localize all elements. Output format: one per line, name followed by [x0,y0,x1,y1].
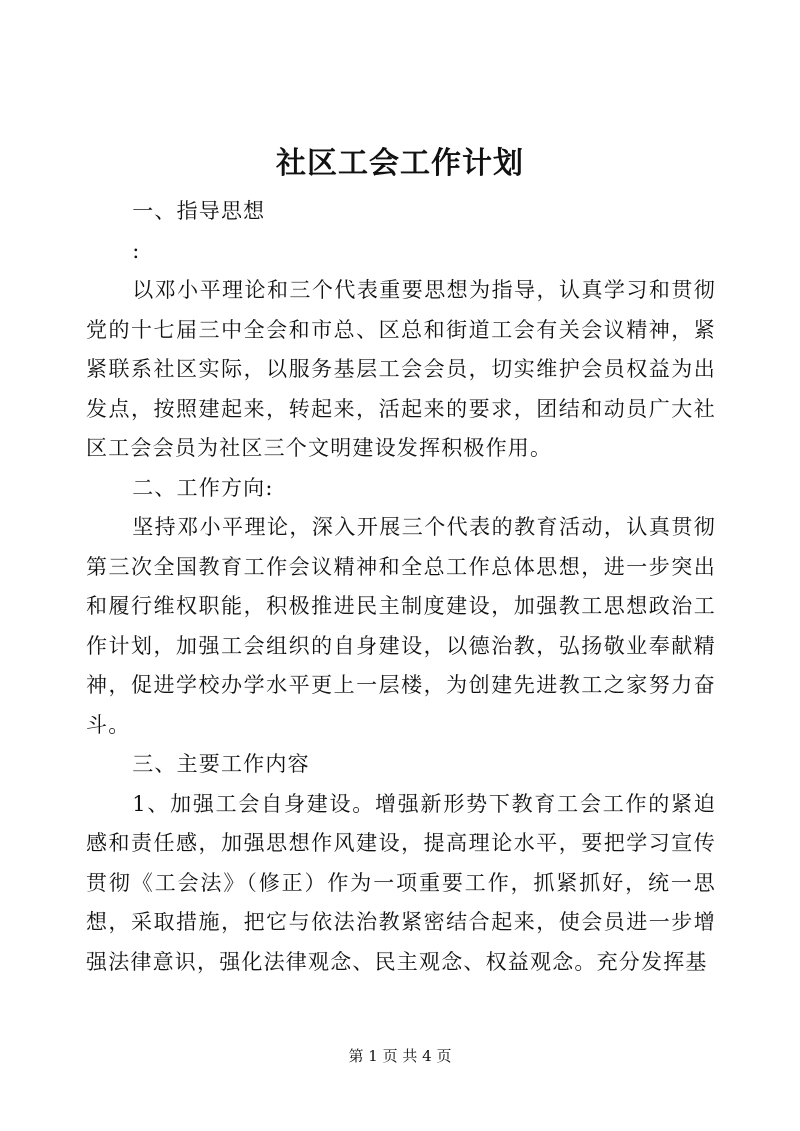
page-number-footer: 第 1 页 共 4 页 [348,1047,452,1065]
paragraph-guiding-ideology: 以邓小平理论和三个代表重要思想为指导，认真学习和贯彻党的十七届三中全会和市总、区总和街道工会有关会议精神，紧紧联系社区实际，以服务基层工会会员，切实维护会员权益为出发点，按照建起来，转起来，活起来的要求，团结和动员广大社区工会会员为社区三个文明建设发挥积极作用。 [86,278,716,460]
paragraph-work-direction: 坚持邓小平理论，深入开展三个代表的教育活动，认真贯彻第三次全国教育工作会议精神和全总工作总体思想，进一步突出和履行维权职能，积极推进民主制度建设，加强教工思想政治工作计划，加强工会组织的自身建设，以德治教，弘扬敬业奉献精神，促进学校办学水平更上一层楼，为创建先进教工之家努力奋斗。 [86,515,716,737]
document-body [86,192,716,982]
paragraph-main-content-1: 1、加强工会自身建设。增强新形势下教育工会工作的紧迫感和责任感，加强思想作风建设，提高理论水平，要把学习宣传贯彻《工会法》（修正）作为一项重要工作，抓紧抓好，统一思想，采取措施，把它与依法治教紧密结合起来，使会员进一步增强法律意识，强化法律观念、民主观念、权益观念。充分发挥基 [86,791,716,974]
colon-line: : [132,238,141,263]
section-heading-work-direction: 二、工作方向: [132,475,274,500]
document-title: 社区工会工作计划 [276,146,524,181]
section-heading-guiding-ideology: 一、指导思想 [132,199,266,223]
section-heading-main-content: 三、主要工作内容 [132,752,310,776]
